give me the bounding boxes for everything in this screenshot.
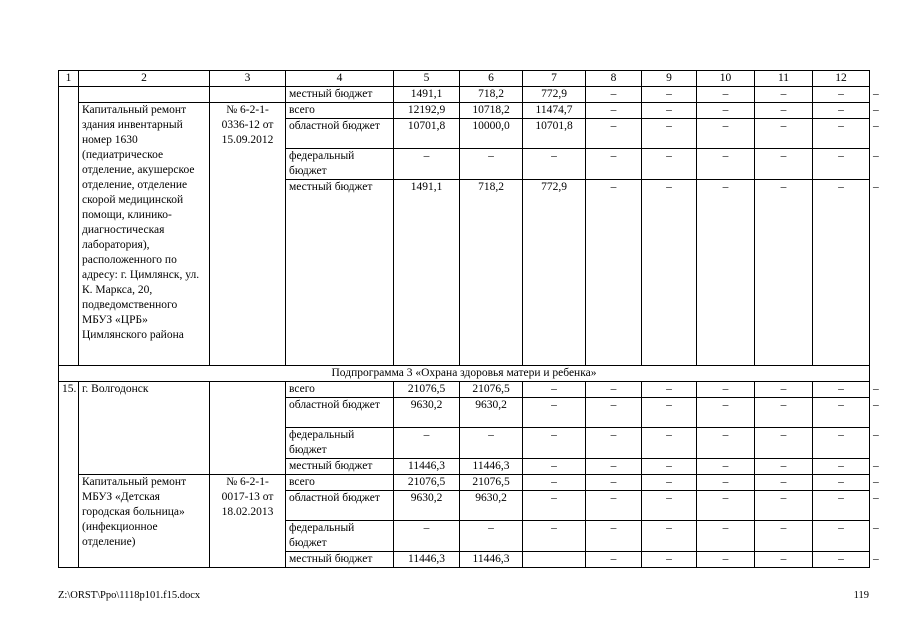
value-cell: 10718,2: [460, 103, 523, 119]
value-cell: –: [813, 149, 870, 180]
table-row: федеральный бюджет – – – – – – – – –: [59, 428, 870, 459]
value-cell: 772,9: [523, 87, 586, 103]
table-row: местный бюджет 1491,1 718,2 772,9 – – – – – –: [59, 87, 870, 103]
value-cell: 1491,1: [394, 180, 460, 366]
source-cell: местный бюджет: [286, 180, 394, 366]
value-cell: –: [697, 382, 755, 398]
value-cell: –: [523, 149, 586, 180]
value-cell: 10701,8: [523, 119, 586, 149]
column-number: 12: [813, 71, 870, 87]
value-cell: –: [813, 382, 870, 398]
column-number: 8: [586, 71, 642, 87]
value-cell: [523, 552, 586, 568]
value-cell: –: [813, 475, 870, 491]
source-cell: областной бюджет: [286, 119, 394, 149]
document-number-cell: № 6-2-1-0336-12 от 15.09.2012: [210, 103, 286, 366]
column-number: 10: [697, 71, 755, 87]
table-row: местный бюджет 1491,1 718,2 772,9 – – – – – –: [59, 180, 870, 366]
value-cell: 718,2: [460, 87, 523, 103]
value-cell: –: [697, 398, 755, 428]
value-cell: –: [523, 491, 586, 521]
value-cell: –: [697, 475, 755, 491]
value-cell: –: [586, 475, 642, 491]
value-cell: 772,9: [523, 180, 586, 366]
value-cell: 1491,1: [394, 87, 460, 103]
value-cell: –: [586, 149, 642, 180]
value-cell: –: [697, 180, 755, 366]
value-cell: –: [586, 103, 642, 119]
table-row: областной бюджет 9630,2 9630,2 – – – – – – –: [59, 491, 870, 521]
num-cell: [59, 87, 79, 366]
value-cell: –: [394, 428, 460, 459]
column-number: 4: [286, 71, 394, 87]
table-row: местный бюджет 11446,3 11446,3 – – – – – – –: [59, 459, 870, 475]
value-cell: –: [394, 521, 460, 552]
value-cell: –: [697, 459, 755, 475]
value-cell: –: [523, 521, 586, 552]
table-row: Капитальный ремонт здания инвентарный номер 1630 (педиатрическое отделение, акушерское отделение, отделение скорой медицинской помощи, клинико-диагностическая лаборатория), расположенного по адресу: г. Цимлянск, ул. К. Маркса, 20, подведомственного МБУЗ «ЦРБ» Цимлянского района № 6-2-1-0336-12 от 15.09.2012 всего 12192,9 10718,2 11474,7 – – – – – –: [59, 103, 870, 119]
table-row: областной бюджет 9630,2 9630,2 – – – – – – –: [59, 398, 870, 428]
value-cell: –: [755, 119, 813, 149]
value-cell: –: [755, 87, 813, 103]
table-row: Капитальный ремонт МБУЗ «Детская городская больница» (инфекционное отделение) № 6-2-1-0017-13 от 18.02.2013 всего 21076,5 21076,5 – – – – – – –: [59, 475, 870, 491]
value-cell: –: [697, 103, 755, 119]
source-cell: федеральный бюджет: [286, 521, 394, 552]
source-cell: областной бюджет: [286, 491, 394, 521]
value-cell: –: [813, 398, 870, 428]
value-cell: –: [460, 521, 523, 552]
page-number: 119: [853, 590, 869, 601]
source-cell: местный бюджет: [286, 552, 394, 568]
value-cell: –: [642, 103, 697, 119]
document-number-cell: [210, 382, 286, 475]
source-cell: всего: [286, 475, 394, 491]
name-cell: [79, 87, 210, 103]
subprogram-row: [59, 366, 870, 382]
value-cell: –: [813, 552, 870, 568]
value-cell: –: [697, 119, 755, 149]
value-cell: –: [697, 87, 755, 103]
value-cell: –: [523, 382, 586, 398]
value-cell: 10000,0: [460, 119, 523, 149]
value-cell: –: [642, 87, 697, 103]
table-row: местный бюджет 11446,3 11446,3 – – – – – –: [59, 552, 870, 568]
value-cell: –: [586, 552, 642, 568]
budget-table: [58, 70, 879, 568]
column-number: 5: [394, 71, 460, 87]
value-cell: –: [755, 398, 813, 428]
value-cell: –: [586, 491, 642, 521]
value-cell: 11446,3: [394, 552, 460, 568]
value-cell: 9630,2: [460, 491, 523, 521]
source-cell: федеральный бюджет: [286, 149, 394, 180]
value-cell: –: [586, 459, 642, 475]
document-number-cell: № 6-2-1-0017-13 от 18.02.2013: [210, 475, 286, 568]
value-cell: –: [755, 103, 813, 119]
value-cell: –: [755, 459, 813, 475]
value-cell: –: [755, 491, 813, 521]
table-header-row: [59, 71, 870, 87]
value-cell: –: [697, 552, 755, 568]
table-row: областной бюджет 10701,8 10000,0 10701,8 – – – – – –: [59, 119, 870, 149]
value-cell: –: [586, 119, 642, 149]
value-cell: –: [586, 180, 642, 366]
source-cell: всего: [286, 103, 394, 119]
column-number: 1: [59, 71, 79, 87]
column-number: 2: [79, 71, 210, 87]
value-cell: –: [813, 428, 870, 459]
value-cell: –: [755, 428, 813, 459]
column-number: 7: [523, 71, 586, 87]
value-cell: –: [813, 521, 870, 552]
value-cell: 10701,8: [394, 119, 460, 149]
source-cell: всего: [286, 382, 394, 398]
footer-file-path: Z:\ORST\Ppo\1118p101.f15.docx: [58, 590, 201, 601]
value-cell: –: [586, 87, 642, 103]
value-cell: –: [697, 428, 755, 459]
value-cell: 21076,5: [460, 475, 523, 491]
value-cell: –: [642, 475, 697, 491]
source-cell: местный бюджет: [286, 87, 394, 103]
value-cell: –: [755, 521, 813, 552]
value-cell: 21076,5: [394, 475, 460, 491]
source-cell: областной бюджет: [286, 398, 394, 428]
value-cell: 11446,3: [460, 552, 523, 568]
value-cell: 9630,2: [460, 398, 523, 428]
value-cell: –: [697, 491, 755, 521]
value-cell: –: [697, 521, 755, 552]
table-row: федеральный бюджет – – – – – – – – –: [59, 149, 870, 180]
value-cell: –: [755, 149, 813, 180]
value-cell: –: [813, 180, 870, 366]
object-name-cell: г. Волгодонск: [79, 382, 210, 475]
value-cell: –: [586, 398, 642, 428]
value-cell: 11446,3: [394, 459, 460, 475]
value-cell: –: [642, 398, 697, 428]
doc-cell: [210, 87, 286, 103]
value-cell: –: [642, 180, 697, 366]
value-cell: –: [394, 149, 460, 180]
row-number-cell: 15.: [59, 382, 79, 568]
value-cell: –: [642, 521, 697, 552]
value-cell: –: [642, 459, 697, 475]
value-cell: 11474,7: [523, 103, 586, 119]
source-cell: федеральный бюджет: [286, 428, 394, 459]
value-cell: –: [755, 552, 813, 568]
value-cell: –: [642, 382, 697, 398]
value-cell: –: [813, 119, 870, 149]
value-cell: –: [523, 475, 586, 491]
value-cell: 9630,2: [394, 491, 460, 521]
value-cell: –: [460, 428, 523, 459]
value-cell: 21076,5: [394, 382, 460, 398]
value-cell: 11446,3: [460, 459, 523, 475]
value-cell: –: [813, 459, 870, 475]
value-cell: –: [523, 459, 586, 475]
column-number: 3: [210, 71, 286, 87]
value-cell: –: [813, 87, 870, 103]
value-cell: –: [586, 382, 642, 398]
value-cell: –: [642, 428, 697, 459]
value-cell: 12192,9: [394, 103, 460, 119]
value-cell: –: [755, 180, 813, 366]
value-cell: –: [813, 103, 870, 119]
value-cell: –: [642, 552, 697, 568]
column-number: 6: [460, 71, 523, 87]
value-cell: –: [755, 475, 813, 491]
value-cell: –: [586, 428, 642, 459]
object-name-cell: Капитальный ремонт здания инвентарный номер 1630 (педиатрическое отделение, акушерское отделение, отделение скорой медицинской помощи, клинико-диагностическая лаборатория), расположенного по адресу: г. Цимлянск, ул. К. Маркса, 20, подведомственного МБУЗ «ЦРБ» Цимлянского района: [79, 103, 210, 366]
value-cell: –: [642, 149, 697, 180]
table-row: 15. г. Волгодонск всего 21076,5 21076,5 – – – – – – –: [59, 382, 870, 398]
subprogram-title: Подпрограмма 3 «Охрана здоровья матери и ребенка»: [59, 366, 870, 382]
value-cell: –: [642, 119, 697, 149]
value-cell: –: [586, 521, 642, 552]
column-number: 9: [642, 71, 697, 87]
object-name-cell: Капитальный ремонт МБУЗ «Детская городская больница» (инфекционное отделение): [79, 475, 210, 568]
value-cell: –: [813, 491, 870, 521]
value-cell: –: [460, 149, 523, 180]
value-cell: 21076,5: [460, 382, 523, 398]
value-cell: 9630,2: [394, 398, 460, 428]
table-row: федеральный бюджет – – – – – – – – –: [59, 521, 870, 552]
value-cell: –: [523, 398, 586, 428]
value-cell: –: [755, 382, 813, 398]
column-number: 11: [755, 71, 813, 87]
value-cell: –: [642, 491, 697, 521]
source-cell: местный бюджет: [286, 459, 394, 475]
value-cell: –: [523, 428, 586, 459]
value-cell: –: [697, 149, 755, 180]
value-cell: 718,2: [460, 180, 523, 366]
